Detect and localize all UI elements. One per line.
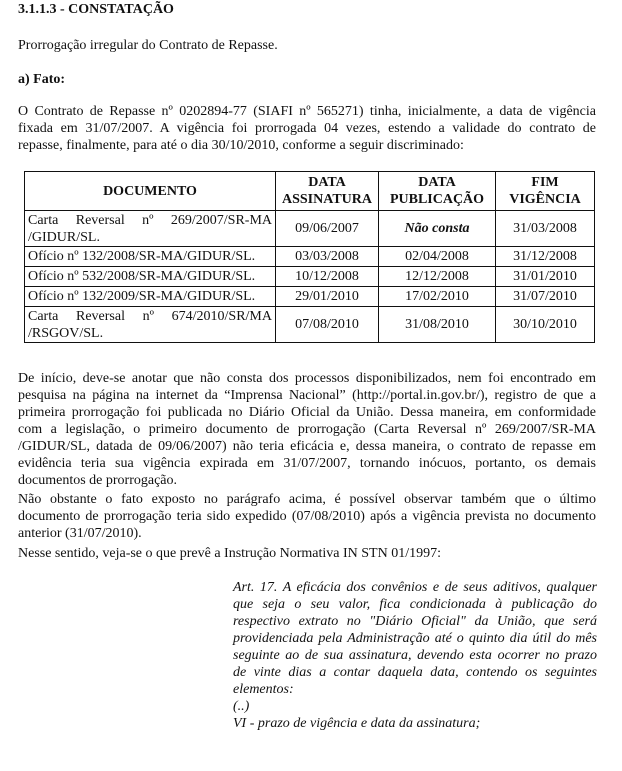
cell-vigencia: 30/10/2010 <box>496 307 595 343</box>
header-data-publicacao <box>379 172 496 211</box>
table-row <box>25 287 595 307</box>
cell-publicacao: 12/12/2008 <box>379 267 496 287</box>
cell-publicacao: 31/08/2010 <box>379 307 496 343</box>
analysis2-line: Não obstante o fato exposto no parágrafo acima, é possível observar também que o último <box>18 492 596 507</box>
header-fim-vigencia <box>496 172 595 211</box>
analysis-line: com a legislação, o primeiro documento de prorrogação (Carta Reversal nº 269/2007/SR-MA <box>18 422 596 437</box>
cell-publicacao: 02/04/2008 <box>379 247 496 267</box>
analysis2-line: anterior (31/07/2010). <box>18 526 142 541</box>
cell-documento: Ofício nº 532/2008/SR-MA/GIDUR/SL. <box>25 267 276 287</box>
intro-line: fixada em 31/07/2007. A vigência foi prorrogada 04 vezes, estendo a validade do contrato de <box>18 121 596 136</box>
cell-documento: Ofício nº 132/2009/SR-MA/GIDUR/SL. <box>25 287 276 307</box>
quote-line: VI - prazo de vigência e data da assinatura; <box>233 716 481 731</box>
cell-documento-line: Carta Reversal nº 674/2010/SR/MA <box>28 308 272 324</box>
intro-paragraph <box>18 103 596 154</box>
analysis-line: evidência teria sua vigência expirada em 31/07/2007, tornando inócuos, portanto, os demais <box>18 456 596 471</box>
header-data-publicacao-line2: PUBLICAÇÃO <box>389 192 485 207</box>
fato-label: a) Fato: <box>18 72 66 87</box>
cell-assinatura: 10/12/2008 <box>276 267 379 287</box>
analysis-paragraph-2 <box>18 491 596 542</box>
summary-text: Prorrogação irregular do Contrato de Repasse. <box>18 38 278 53</box>
cell-vigencia: 31/07/2010 <box>496 287 595 307</box>
analysis-paragraph-3: Nesse sentido, veja-se o que prevê a Instrução Normativa IN STN 01/1997: <box>18 546 441 561</box>
cell-publicacao: Não consta <box>379 211 496 247</box>
quote-line: seguinte ao de sua assinatura, devendo esta ocorrer no prazo <box>233 648 597 663</box>
cell-documento-line: /GIDUR/SL. <box>28 229 100 245</box>
header-data-assinatura-line2: ASSINATURA <box>282 192 372 207</box>
table-row <box>25 247 595 267</box>
analysis-paragraph <box>18 370 596 489</box>
header-data-publicacao-line1: DATA <box>418 175 456 190</box>
quote-line: Art. 17. A eficácia dos convênios e de seus aditivos, qualquer <box>233 580 597 595</box>
prorrogation-table <box>24 171 595 343</box>
table-row <box>25 211 595 247</box>
intro-line: repasse, finalmente, para até o dia 30/10/2010, conforme a seguir discriminado: <box>18 138 464 153</box>
header-fim-vigencia-line1: FIM <box>531 175 559 190</box>
quote-line: elementos: <box>233 682 294 697</box>
cell-documento: Ofício nº 132/2008/SR-MA/GIDUR/SL. <box>25 247 276 267</box>
intro-line: O Contrato de Repasse nº 0202894-77 (SIAFI nº 565271) tinha, inicialmente, a data de vigência <box>18 104 596 119</box>
analysis-line: /GIDUR/SL, datada de 09/06/2007) não teria eficácia e, dessa maneira, o contrato de repasse em <box>18 439 596 454</box>
quote-line: de vinte dias a contar daquela data, contendo os seguintes <box>233 665 597 680</box>
header-documento: DOCUMENTO <box>25 172 276 211</box>
cell-assinatura: 03/03/2008 <box>276 247 379 267</box>
analysis-line: primeira prorrogação foi publicada no Diário Oficial da União. Dessa maneira, em conformidade <box>18 405 596 420</box>
cell-documento-line: /RSGOV/SL. <box>28 325 104 341</box>
cell-vigencia: 31/03/2008 <box>496 211 595 247</box>
cell-vigencia: 31/01/2010 <box>496 267 595 287</box>
cell-documento <box>25 307 276 343</box>
cell-assinatura: 07/08/2010 <box>276 307 379 343</box>
quote-line: (..) <box>233 699 250 714</box>
table-row <box>25 307 595 343</box>
cell-documento <box>25 211 276 247</box>
cell-documento-line: Carta Reversal nº 269/2007/SR-MA <box>28 212 272 228</box>
cell-vigencia: 31/12/2008 <box>496 247 595 267</box>
quote-line: que seja o seu valor, fica condicionada à publicação do <box>233 597 597 612</box>
cell-assinatura: 09/06/2007 <box>276 211 379 247</box>
table-header-row <box>25 172 595 211</box>
cell-publicacao: 17/02/2010 <box>379 287 496 307</box>
quote-line: providenciada pela Administração até o quinto dia útil do mês <box>233 631 597 646</box>
legal-quote <box>233 579 597 732</box>
header-fim-vigencia-line2: VIGÊNCIA <box>509 192 581 207</box>
header-data-assinatura <box>276 172 379 211</box>
section-heading: 3.1.1.3 - CONSTATAÇÃO <box>18 2 174 17</box>
analysis2-line: documento de prorrogação teria sido expedido (07/08/2010) após a vigência prevista no documento <box>18 509 596 524</box>
analysis-line: pesquisa na página na internet da “Imprensa Nacional” (http://portal.in.gov.br/), registro de que a <box>18 388 596 403</box>
quote-line: respectivo extrato no "Diário Oficial" da União, que será <box>233 614 597 629</box>
analysis-line: documentos de prorrogação. <box>18 473 177 488</box>
table-row <box>25 267 595 287</box>
cell-assinatura: 29/01/2010 <box>276 287 379 307</box>
analysis-line: De início, deve-se anotar que não consta dos processos disponibilizados, nem foi encontrado em <box>18 371 596 386</box>
header-data-assinatura-line1: DATA <box>308 175 346 190</box>
